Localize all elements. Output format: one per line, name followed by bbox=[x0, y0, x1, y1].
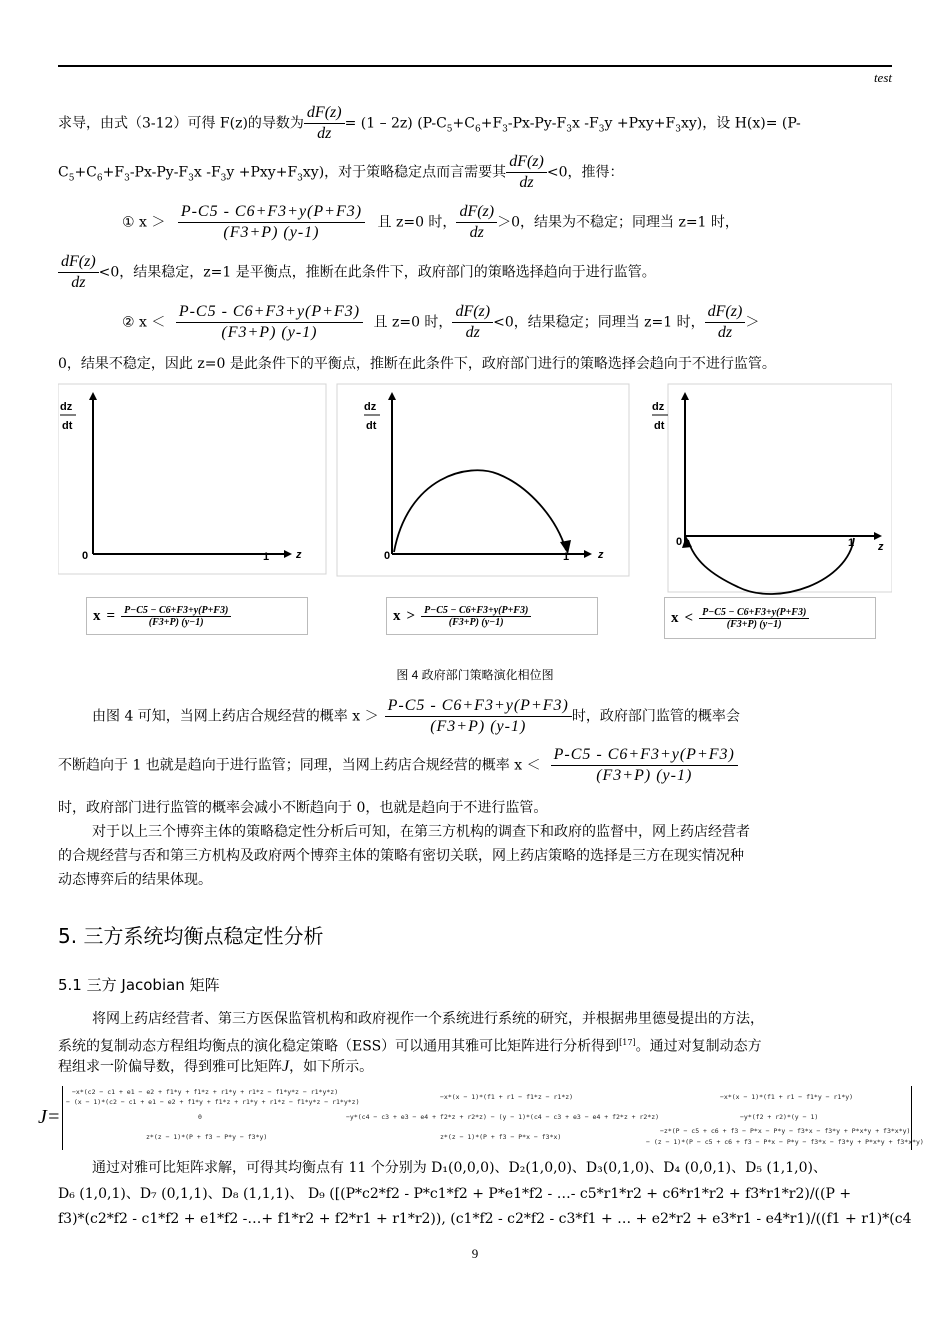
plot-1-one: 1 bbox=[263, 551, 270, 563]
para1-line2: $C_5+C_6+F_3-Px-Py-F_3x$ $-F_3y +Pxy+F_3xy$)，对于策略稳定点而言需要其 $\frac{dF(z)}{dz}$ <0，推得： bbox=[58, 153, 624, 191]
dF-fraction: $\frac{dF(z)}{dz}$ bbox=[506, 152, 547, 193]
plot-3-frame bbox=[668, 384, 892, 592]
para4-line2: 系统的复制动态方程组均衡点的演化稳定策略（ESS）可以通用其雅可比矩阵进行分析得到[17]。通过对复制动态方 bbox=[58, 1038, 762, 1055]
jacobian-r3c3a: −z*(P − c5 + c6 + f3 − P*x − P*y − f3*x − f3*y + P*x*y + f3*x*y) bbox=[660, 1127, 911, 1135]
jacobian-r1c1a: −x*(c2 − c1 + e1 − e2 + f1*y + f1*z + r1*y + r1*z − f1*y*z − r1*y*z) bbox=[72, 1088, 339, 1096]
jacobian-r2c2: −y*(c4 − c3 + e3 − e4 + f2*z + r2*z) − (y − 1)*(c4 − c3 + e3 − e4 + f2*z + r2*z) bbox=[346, 1113, 660, 1121]
critical-fraction: $\frac{P-C5 - C6+F3+y(P+F3)}{(F3+P) (y-1)}$ bbox=[176, 302, 363, 343]
jacobian-r3c1: z*(z − 1)*(P + f3 − P*y − f3*y) bbox=[146, 1133, 268, 1141]
para3-line1: 对于以上三个博弈主体的策略稳定性分析后可知，在第三方机构的调查下和政府的监督中，网上药店经营者 bbox=[92, 824, 750, 840]
plot-3-zero: 0 bbox=[676, 536, 683, 548]
page-number: 9 bbox=[471, 1246, 479, 1261]
plot-3-one: 1 bbox=[848, 537, 855, 549]
plot-3-dz: dz bbox=[652, 401, 665, 413]
plot-1-frame bbox=[58, 384, 326, 574]
para1-line1: 求导，由式（3-12）可得 F(z)的导数为 $\frac{dF(z)}{dz}$ = (1 – 2z) ($P-C_5+C_6+F_3-Px-Py-F_3x$ $-F_3y +Pxy+F_3xy$)，设 H(x)= (P- bbox=[58, 104, 801, 142]
jacobian-r1c2: −x*(x − 1)*(f1 + r1 − f1*z − r1*z) bbox=[440, 1093, 574, 1101]
jacobian-r3c3b: − (z − 1)*(P − c5 + c6 + f3 − P*x − P*y − f3*x − f3*y + P*x*y + f3*x*y) bbox=[646, 1138, 924, 1146]
condition-1-cont: $\frac{dF(z)}{dz}$ <0，结果稳定，z=1 是平衡点，推断在此条件下，政府部门的策略选择趋向于进行监管。 bbox=[58, 252, 656, 293]
jacobian-left-bracket bbox=[62, 1086, 66, 1150]
condition-1-line: ① x ＞ $\frac{P-C5 - C6+F3+y(P+F3)}{(F3+P) (y-1)}$ 且 z=0 时， $\frac{dF(z)}{dz}$ ＞0，结果为不稳定；同理当 z=1 时， bbox=[122, 203, 739, 241]
plot-2-z: z bbox=[598, 549, 604, 561]
jacobian-r2c1: 0 bbox=[198, 1113, 202, 1121]
dF-fraction: $\frac{dF(z)}{dz}$ bbox=[452, 302, 493, 343]
plot-1-condition: x = $\frac{P-C5 - C6+F3+y(P+F3)}{(F3+P) (y-1)}$ bbox=[86, 597, 308, 635]
plot-1-zero: 0 bbox=[82, 550, 89, 562]
plot-2-frame bbox=[337, 384, 629, 576]
header-label: test bbox=[873, 70, 892, 85]
jacobian-r1c3: −x*(x − 1)*(f1 + r1 − f1*y − r1*y) bbox=[720, 1093, 854, 1101]
jacobian-r1c1b: − (x − 1)*(c2 − c1 + e1 − e2 + f1*y + f1*z + r1*y + r1*z − f1*y*z − r1*y*z) bbox=[66, 1098, 360, 1106]
para5-line2: D₆ (1,0,1)、D₇ (0,1,1)、D₈ (1,1,1)、 D₉ ([(P*c2*f2 - P*c1*f2 + P*e1*f2 - …- c5*r1*r2 + c6*r1*r2 + f3*r1*r2)/((P + bbox=[58, 1186, 852, 1202]
plot-1-dz: dz bbox=[60, 401, 73, 413]
para2-line2: 不断趋向于 1 也就是趋向于进行监管；同理，当网上药店合规经营的概率 x ＜ $\frac{P-C5 - C6+F3+y(P+F3)}{(F3+P) (y-1)}$ bbox=[58, 745, 738, 786]
plot-2-dz: dz bbox=[364, 401, 377, 413]
figure-caption: 图 4 政府部门策略演化相位图 bbox=[396, 668, 554, 682]
section-5-heading: 5. 三方系统均衡点稳定性分析 bbox=[58, 924, 324, 948]
plot-3-condition: x < P−C5 − C6+F3+y(P+F3) (F3+P) (y−1) bbox=[664, 597, 876, 639]
critical-fraction: $\frac{P-C5 - C6+F3+y(P+F3)}{(F3+P) (y-1)}$ bbox=[178, 202, 365, 243]
jacobian-r2c3: −y*(f2 + r2)*(y − 1) bbox=[740, 1113, 819, 1121]
plot-3-dt: dt bbox=[654, 420, 665, 432]
jacobian-label: J= bbox=[38, 1106, 61, 1128]
plot-2-dt: dt bbox=[366, 420, 377, 432]
header-rule bbox=[58, 65, 892, 67]
para5-line3: f3)*(c2*f2 - c1*f2 + e1*f2 -…+ f1*r2 + f2*r1 + r1*r2)), (c1*f2 - c2*f2 - c3*f1 + … + e2*r2 + e3*r1 - e4*r1)/((f1 + r1)*(c4 bbox=[58, 1211, 912, 1227]
dF-fraction: $\frac{dF(z)}{dz}$ bbox=[705, 302, 746, 343]
plot-2-one: 1 bbox=[563, 551, 570, 563]
plot-2-condition: x > P−C5 − C6+F3+y(P+F3) (F3+P) (y−1) bbox=[386, 597, 598, 635]
plot-1-dt: dt bbox=[62, 420, 73, 432]
plot-2-zero: 0 bbox=[384, 550, 391, 562]
plot-3-z: z bbox=[878, 541, 884, 553]
para4-line1: 将网上药店经营者、第三方医保监管机构和政府视作一个系统进行系统的研究，并根据弗里德曼提出的方法， bbox=[92, 1011, 764, 1027]
para5-line1: 通过对雅可比矩阵求解，可得其均衡点有 11 个分别为 D₁(0,0,0)、D₂(1,0,0)、D₃(0,1,0)、D₄ (0,0,1)、D₅ (1,1,0)、 bbox=[92, 1160, 827, 1176]
critical-fraction: $\frac{P-C5 - C6+F3+y(P+F3)}{(F3+P) (y-1)}$ bbox=[385, 696, 572, 737]
para2-line3: 时，政府部门进行监管的概率会减小不断趋向于 0，也就是趋向于不进行监管。 bbox=[58, 800, 548, 816]
condition-2-cont: 0，结果不稳定，因此 z=0 是此条件下的平衡点，推断在此条件下，政府部门进行的策略选择会趋向于不进行监管。 bbox=[58, 356, 776, 372]
dF-fraction: $\frac{dF(z)}{dz}$ bbox=[304, 103, 345, 144]
para4-line3: 程组求一阶偏导数，得到雅可比矩阵J，如下所示。 bbox=[58, 1058, 374, 1075]
plot-1-z: z bbox=[296, 549, 302, 561]
dF-fraction: $\frac{dF(z)}{dz}$ bbox=[58, 252, 99, 293]
para2-line1: 由图 4 可知，当网上药店合规经营的概率 x ＞ $\frac{P-C5 - C6+F3+y(P+F3)}{(F3+P) (y-1)}$ 时，政府部门监管的概率会 bbox=[92, 697, 740, 735]
condition-2-line: ② x ＜ $\frac{P-C5 - C6+F3+y(P+F3)}{(F3+P) (y-1)}$ 且 z=0 时， $\frac{dF(z)}{dz}$ <0，结果稳定；同理当 z=1 时， $\frac{dF(z)}{dz}$ ＞ bbox=[122, 303, 760, 341]
jacobian-r3c2: z*(z − 1)*(P + f3 − P*x − f3*x) bbox=[440, 1133, 562, 1141]
dF-fraction: $\frac{dF(z)}{dz}$ bbox=[456, 202, 497, 243]
section-5-1-heading: 5.1 三方 Jacobian 矩阵 bbox=[58, 976, 220, 994]
critical-fraction: $\frac{P-C5 - C6+F3+y(P+F3)}{(F3+P) (y-1)}$ bbox=[551, 745, 738, 786]
para3-line2: 的合规经营与否和第三方机构及政府两个博弈主体的策略有密切关联，网上药店策略的选择是三方在现实情况种 bbox=[58, 848, 744, 864]
para3-line3: 动态博弈后的结果体现。 bbox=[58, 872, 212, 888]
